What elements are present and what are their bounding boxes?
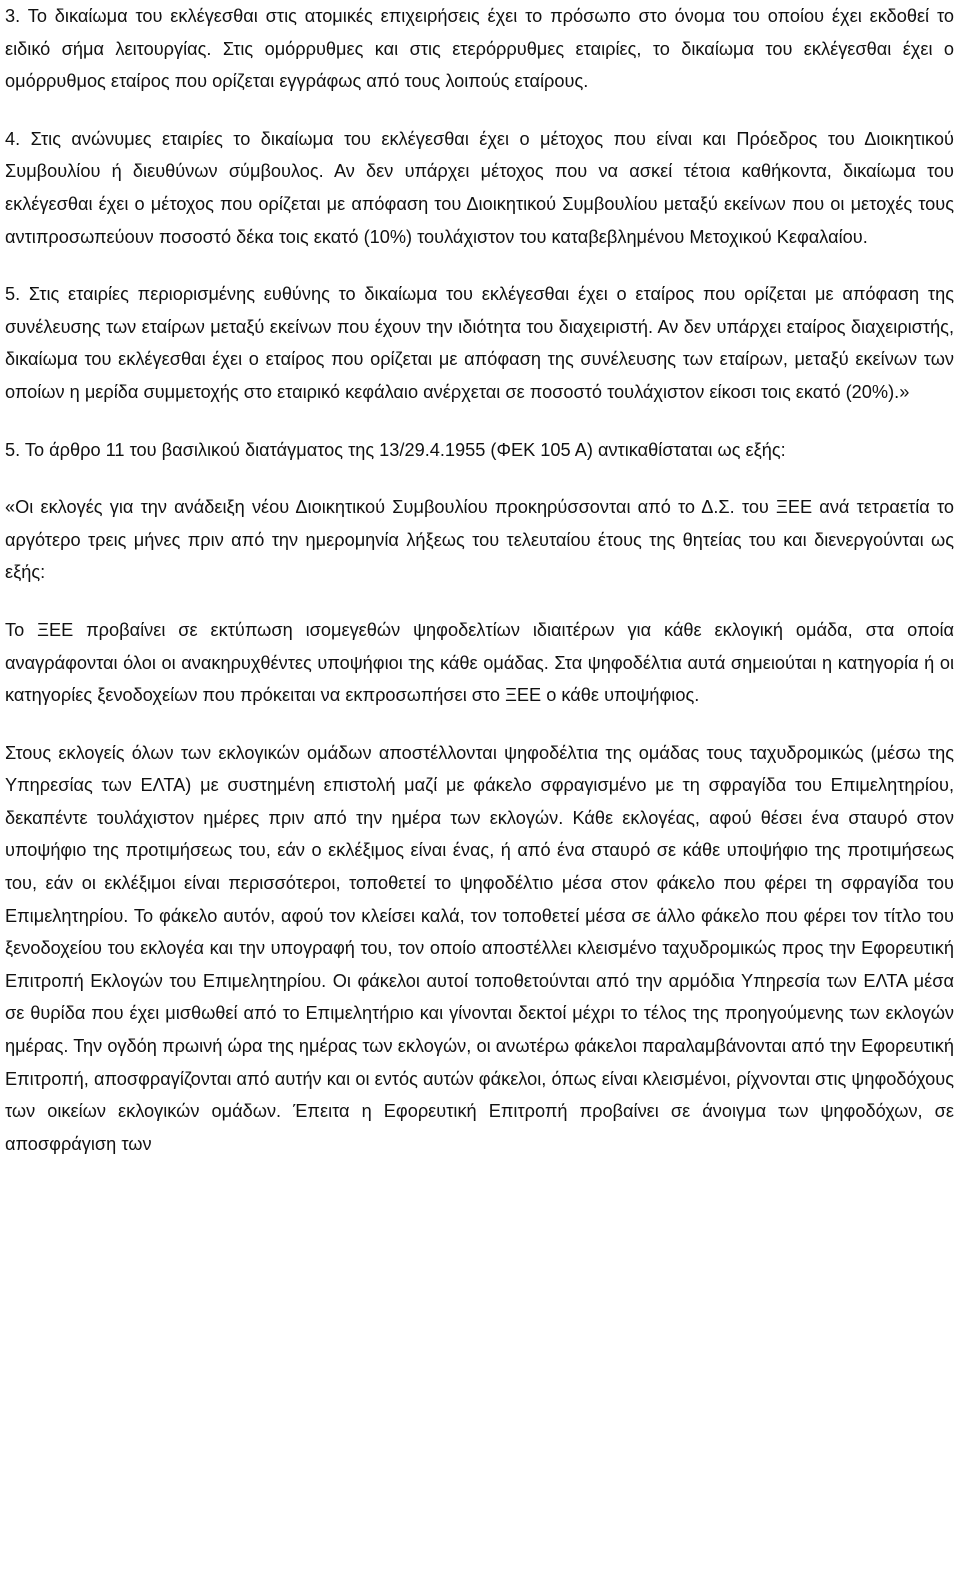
paragraph-amendment-article-11: 5. Το άρθρο 11 του βασιλικού διατάγματος της 13/29.4.1955 (ΦΕΚ 105 Α) αντικαθίσταται ως εξής: [5, 439, 786, 460]
paragraph-gap [5, 98, 954, 123]
paragraph-article-4: 4. Στις ανώνυμες εταιρίες το δικαίωμα του εκλέγεσθαι έχει ο μέτοχος που είναι και Πρόεδρος του Διοικητικού Συμβουλίου ή διευθύνων σύμβουλος. Αν δεν υπάρχει μέτοχος που να ασκεί τέτοια καθήκοντα, δικαίωμα του εκλέγεσθαι έχει ο μέτοχος που ορίζεται με απόφαση του Διοικητικού Συμβουλίου μεταξύ εκείνων που οι μετοχές τους αντιπροσωπεύουν ποσοστό δέκα τοις εκατό (10%) τουλάχιστον του καταβεβλημένου Μετοχικού Κεφαλαίου. [5, 128, 954, 247]
paragraph-gap [5, 589, 954, 614]
paragraph-article-5: 5. Στις εταιρίες περιορισμένης ευθύνης το δικαίωμα του εκλέγεσθαι έχει ο εταίρος που ορίζεται με απόφαση της συνέλευσης των εταίρων μεταξύ εκείνων που έχουν την ιδιότητα του διαχειριστή. Αν δεν υπάρχει εταίρος διαχειριστής, δικαίωμα του εκλέγεσθαι έχει ο εταίρος που ορίζεται με απόφαση της συνέλευσης των εταίρων, μεταξύ εκείνων των οποίων η μερίδα συμμετοχής στο εταιρικό κεφάλαιο ανέρχεται σε ποσοστό τουλάχιστον είκοσι τοις εκατό (20%).» [5, 284, 954, 402]
paragraph-gap [5, 466, 954, 491]
paragraph-ballot-printing: Το ΞΕΕ προβαίνει σε εκτύπωση ισομεγεθών ψηφοδελτίων ιδιαιτέρων για κάθε εκλογική ομάδα, στα οποία αναγράφονται όλοι οι ανακηρυχθέντες υποψήφιοι της κάθε ομάδας. Στα ψηφοδέλτια αυτά σημειούται η κατηγορία ή οι κατηγορίες ξενοδοχείων που πρόκειται να εκπροσωπήσει στο ΞΕΕ ο κάθε υποψήφιος. [5, 619, 954, 706]
paragraph-gap [5, 253, 954, 278]
paragraph-postal-voting: Στους εκλογείς όλων των εκλογικών ομάδων αποστέλλονται ψηφοδέλτια της ομάδας τους ταχυδρομικώς (μέσω της Υπηρεσίας των ΕΛΤΑ) με συστημένη επιστολή μαζί με φάκελο σφραγισμένο με τη σφραγίδα του Επιμελητηρίου, δεκαπέντε τουλάχιστον ημέρες πριν από την ημέρα των εκλογών. Κάθε εκλογέας, αφού θέσει ένα σταυρό στον υποψήφιο της προτιμήσεως του, εάν ο εκλέξιμος είναι ένας, ή από ένα σταυρό σε κάθε υποψήφιο της προτιμήσεως του, εάν οι εκλέξιμοι είναι περισσότεροι, τοποθετεί το ψηφοδέλτιο μέσα στον φάκελο που φέρει τη σφραγίδα του Επιμελητηρίου. Το φάκελο αυτόν, αφού τον κλείσει καλά, τον τοποθετεί μέσα σε άλλο φάκελο που φέρει τον τίτλο του ξενοδοχείου του εκλογέα και την υπογραφή του, τον οποίο αποστέλλει κλεισμένο ταχυδρομικώς προς την Εφορευτική Επιτροπή Εκλογών του Επιμελητηρίου. Οι φάκελοι αυτοί τοποθετούνται από την αρμόδια Υπηρεσία των ΕΛΤΑ μέσα σε θυρίδα που έχει μισθωθεί από το Επιμελητήριο και γίνονται δεκτοί μέχρι το τέλος της προηγούμενης των εκλογών ημέρας. Την ογδόη πρωινή ώρα της ημέρας των εκλογών, οι ανωτέρω φάκελοι παραλαμβάνονται από την Εφορευτική Επιτροπή, αποσφραγίζονται από αυτήν και οι εντός αυτών φάκελοι, όπως είναι κλεισμένοι, ρίχνονται στις ψηφοδόχους των οικείων εκλογικών ομάδων. Έπειτα η Εφορευτική Επιτροπή προβαίνει σε άνοιγμα των ψηφοδόχων, σε αποσφράγιση των [5, 742, 954, 1154]
paragraph-gap [5, 712, 954, 737]
paragraph-gap [5, 409, 954, 434]
paragraph-article-3: 3. Το δικαίωμα του εκλέγεσθαι στις ατομικές επιχειρήσεις έχει το πρόσωπο στο όνομα του οποίου έχει εκδοθεί το ειδικό σήμα λειτουργίας. Στις ομόρρυθμες και στις ετερόρρυθμες εταιρίες, το δικαίωμα του εκλέγεσθαι έχει ο ομόρρυθμος εταίρος που ορίζεται εγγράφως από τους λοιπούς εταίρους. [5, 6, 954, 92]
paragraph-elections-announcement: «Οι εκλογές για την ανάδειξη νέου Διοικητικού Συμβουλίου προκηρύσσονται από το Δ.Σ. του ΞΕΕ ανά τετραετία το αργότερο τρεις μήνες πριν από την ημερομηνία λήξεως του τελευταίου έτους της θητείας του και διενεργούνται ως εξής: [5, 497, 954, 583]
